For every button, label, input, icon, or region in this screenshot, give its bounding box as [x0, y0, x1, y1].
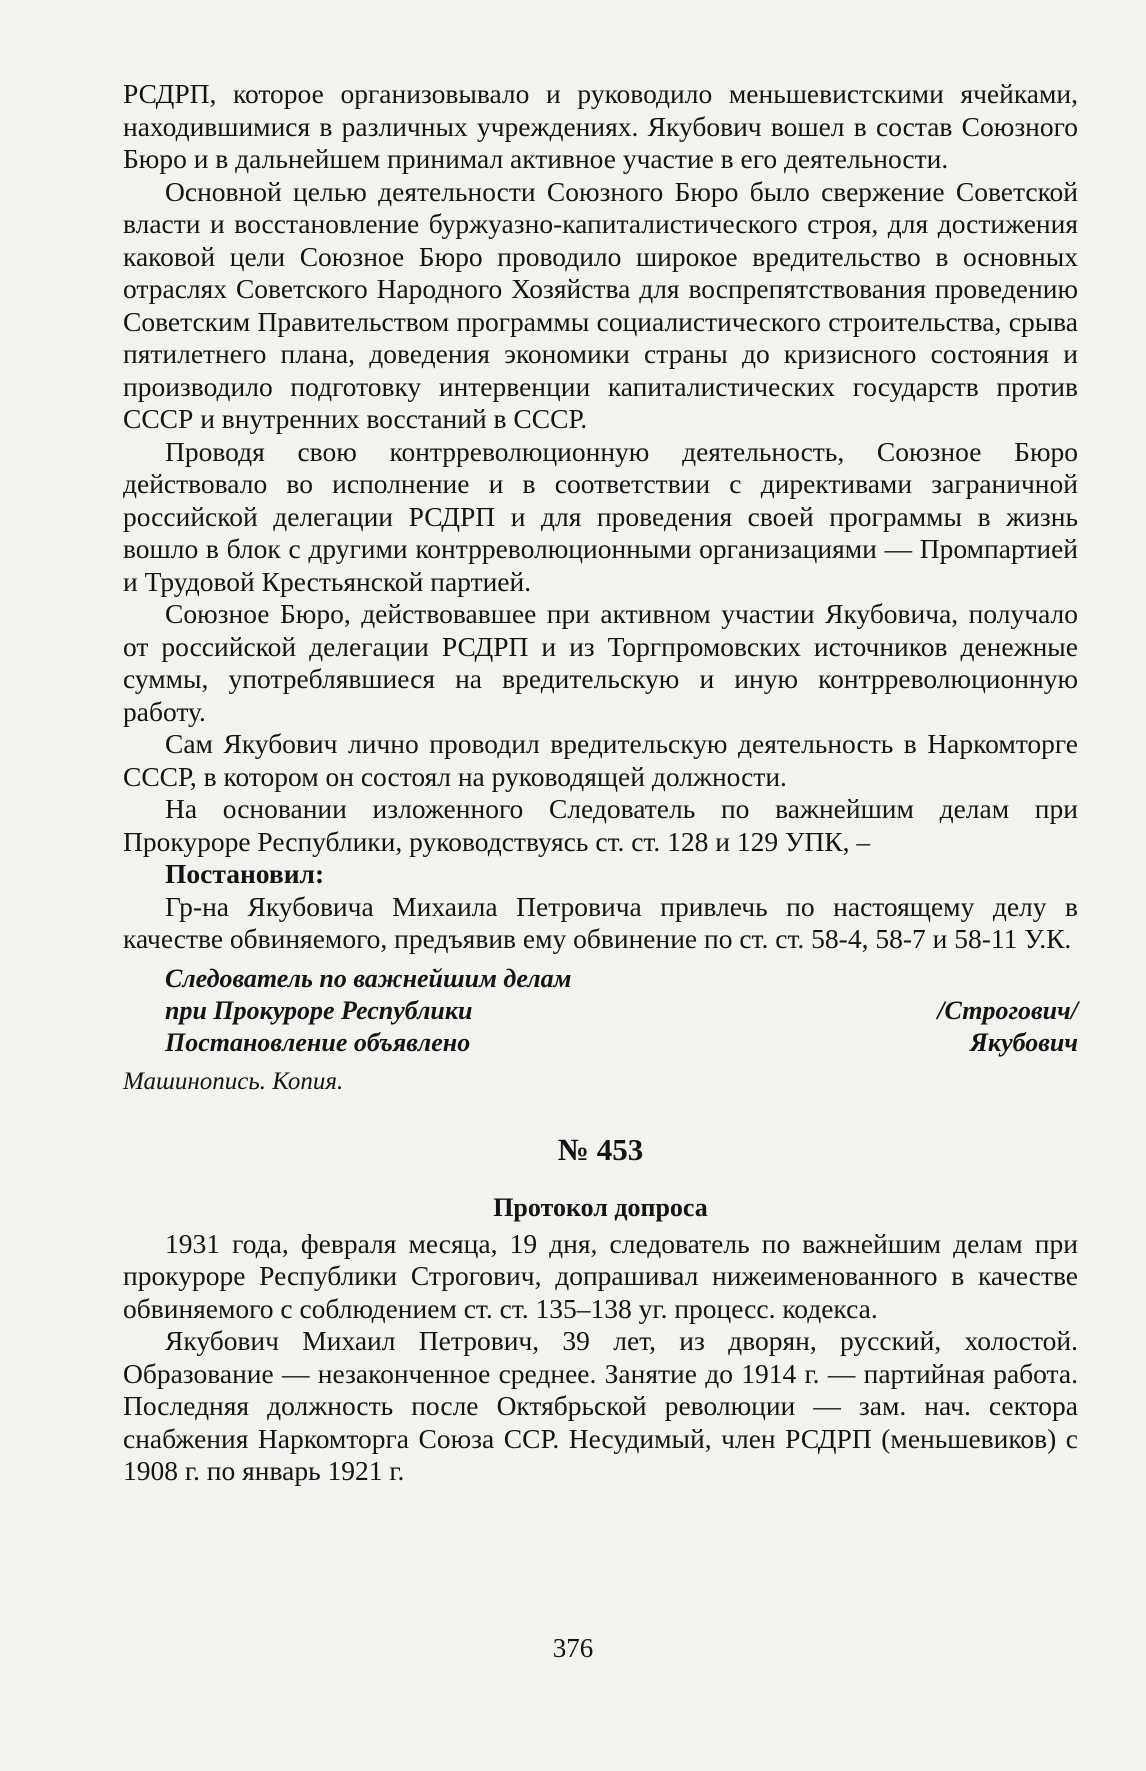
paragraph-funding: Союзное Бюро, действовавшее при активном участии Якубовича, получало от российской делегации РСДРП и из Торгпромовских источников денежные суммы, употреблявшиеся на вредительскую и иную контрреволюционную работу.: [123, 598, 1078, 727]
resolution-heading: Постановил:: [165, 858, 325, 889]
signature-title-line-1: Следователь по важнейшим делам: [165, 963, 572, 993]
text-column: [123, 78, 1078, 1488]
document-title: Протокол допроса: [493, 1192, 708, 1222]
paragraph-interrogation-intro: 1931 года, февраля месяца, 19 дня, следователь по важнейшим делам при прокуроре Республики Строгович, допрашивал нижеименованного в качестве обвиняемого с соблюдением ст. ст. 135–138 уг. процесс. кодекса.: [123, 1227, 1078, 1324]
paragraph-basis: На основании изложенного Следователь по важнейшим делам при Прокуроре Республики, руководствуясь ст. ст. 128 и 129 УПК, –: [123, 793, 1078, 857]
signature-name-yakubovich: Якубович: [970, 1027, 1078, 1057]
paragraph-sabotage: Сам Якубович лично проводил вредительскую деятельность в Наркомторге СССР, в котором он состоял на руководящей должности.: [123, 728, 1078, 792]
page-number: 376: [552, 1633, 594, 1663]
signature-name-strogovich: /Строгович/: [937, 995, 1078, 1025]
paragraph-counterrevolutionary-activity: Проводя свою контрреволюционную деятельность, Союзное Бюро действовало во исполнение и в соответствии с директивами заграничной российской делегации РСДРП и для проведения своей программы в жизнь вошло в блок с другими контрреволюционными организациями — Промпартией и Трудовой Крестьянской партией.: [123, 435, 1078, 597]
signature-announced-line: Постановление объявлено: [165, 1027, 471, 1057]
resolution-text: Гр-на Якубовича Михаила Петровича привлечь по настоящему делу в качестве обвиняемого, предъявив ему обвинение по ст. ст. 58-4, 58-7 и 58-11 У.К.: [123, 890, 1078, 954]
signature-block: [123, 964, 1078, 1094]
signature-title-line-2: при Прокуроре Республики: [165, 995, 473, 1025]
paragraph-union-bureau-goal: Основной целью деятельности Союзного Бюро было свержение Советской власти и восстановление буржуазно-капиталистического строя, для достижения каковой цели Союзное Бюро проводило широкое вредительство в основных отраслях Советского Народного Хозяйства для воспрепятствования проведению Советским Правительством программы социалистического строительства, срыва пятилетнего плана, доведения экономики страны до кризисного состояния и производило подготовку интервенции капиталистических государств против СССР и внутренних восстаний в СССР.: [123, 175, 1078, 434]
paragraph-continuation: РСДРП, которое организовывало и руководило меньшевистскими ячейками, находившимися в различных учреждениях. Якубович вошел в состав Союзного Бюро и в дальнейшем принимал активное участие в его деятельности.: [123, 78, 1078, 174]
paragraph-personal-data: Якубович Михаил Петрович, 39 лет, из дворян, русский, холостой. Образование — незаконченное среднее. Занятие до 1914 г. — партийная работа. Последняя должность после Октябрьской революции — зам. нач. сектора снабжения Наркомторга Союза ССР. Несудимый, член РСДРП (меньшевиков) с 1908 г. по январь 1921 г.: [123, 1325, 1078, 1486]
document-number: № 453: [557, 1131, 644, 1167]
source-note: Машинопись. Копия.: [123, 1067, 344, 1095]
